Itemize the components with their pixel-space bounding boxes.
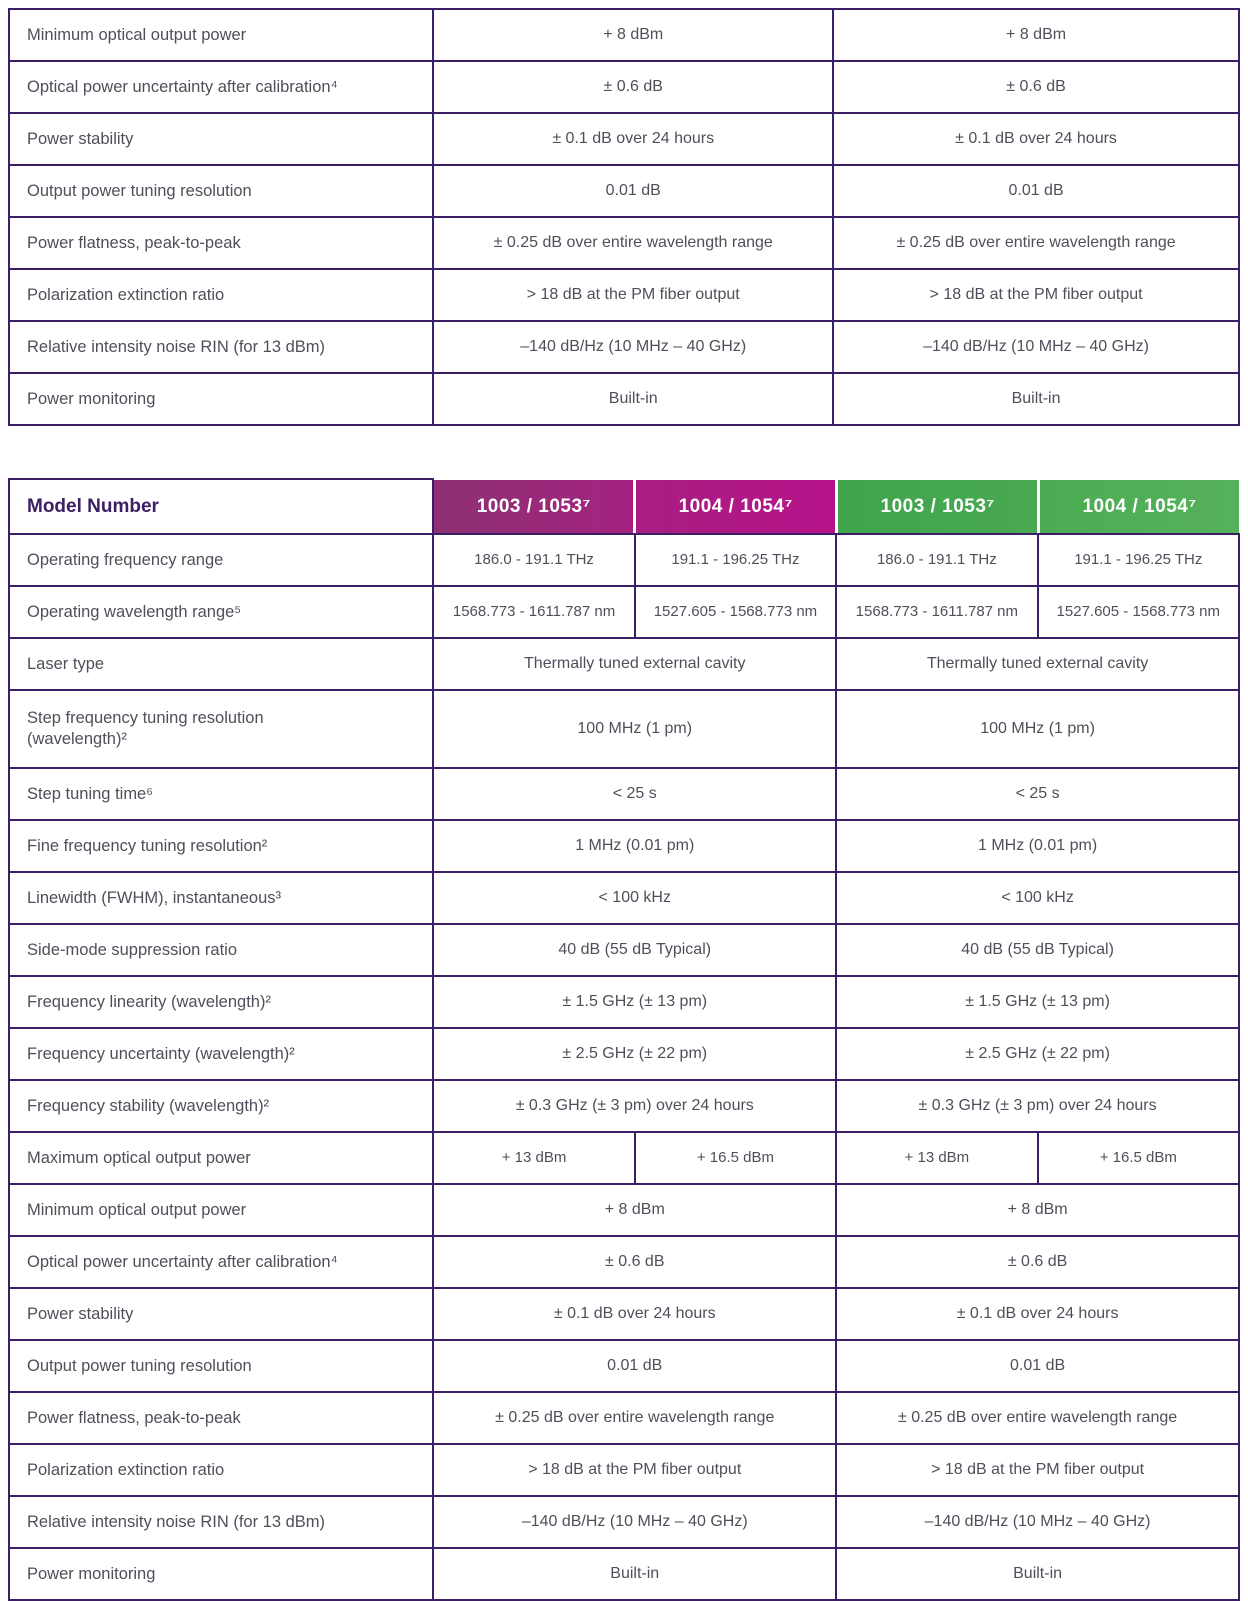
table-row [9,1548,1239,1600]
table-row [9,1132,1239,1184]
spec-label [9,768,433,820]
spec-value-text: ± 1.5 GHz (± 13 pm) [562,993,708,1010]
spec-label-text: Power monitoring [27,389,156,408]
spec-label-text: Frequency uncertainty (wavelength)² [27,1044,295,1063]
spec-label [9,1080,433,1132]
spec-value-text: > 18 dB at the PM fiber output [528,1461,742,1478]
spec-label [9,321,433,373]
spec-value [833,61,1239,113]
spec-label-text: Relative intensity noise RIN (for 13 dBm) [27,337,326,356]
spec-value-text: > 18 dB at the PM fiber output [931,1461,1145,1478]
model-header-band [433,479,1239,534]
spec-value-text: 191.1 - 196.25 THz [1074,550,1203,568]
spec-value-text: 1 MHz (0.01 pm) [575,837,695,854]
spec-value [433,638,836,690]
spec-value-text: ± 0.1 dB over 24 hours [552,130,715,147]
spec-label-text: Minimum optical output power [27,25,247,44]
spec-value-text: + 13 dBm [904,1148,970,1166]
spec-label-text: Side-mode suppression ratio [27,940,238,959]
spec-label-text: Output power tuning resolution [27,181,252,200]
spec-label-text: Frequency stability (wavelength)² [27,1096,270,1115]
spec-label [9,534,433,586]
spec-value [433,820,836,872]
spec-label [9,586,433,638]
spec-value-text: Built-in [608,390,658,407]
spec-label [9,1028,433,1080]
spec-value [433,113,833,165]
table-row [9,1288,1239,1340]
spec-value [836,638,1239,690]
spec-value [836,1236,1239,1288]
spec-value-text: ± 1.5 GHz (± 13 pm) [965,993,1110,1010]
spec-value [836,534,1037,586]
spec-label [9,217,433,269]
spec-label-text: Step tuning time⁶ [27,784,154,803]
spec-value-text: 1527.605 - 1568.773 nm [653,602,818,620]
spec-value [433,1028,836,1080]
table-row [9,61,1239,113]
spec-label-text: Fine frequency tuning resolution² [27,836,268,855]
spec-value [836,1496,1239,1548]
spec-value [635,586,836,638]
spec-value [433,586,634,638]
spec-label [9,61,433,113]
spec-label-text: Laser type [27,654,105,673]
spec-value-text: 1568.773 - 1611.787 nm [855,602,1019,620]
spec-value-text: + 8 dBm [1006,26,1067,43]
spec-value-text: ± 2.5 GHz (± 22 pm) [562,1045,708,1062]
spec-label [9,976,433,1028]
spec-value [1038,586,1239,638]
spec-label [9,924,433,976]
spec-label-text: Frequency linearity (wavelength)² [27,992,271,1011]
spec-value-text: 1 MHz (0.01 pm) [978,837,1098,854]
spec-value-text: ± 0.1 dB over 24 hours [553,1305,716,1322]
spec-value-text: 191.1 - 196.25 THz [671,550,800,568]
spec-value [433,1184,836,1236]
spec-value-text: ± 0.25 dB over entire wavelength range [897,1409,1178,1426]
table-row [9,872,1239,924]
spec-value [833,113,1239,165]
spec-value-text: Built-in [1011,390,1061,407]
spec-label [9,872,433,924]
spec-value [836,1132,1037,1184]
spec-value [836,1392,1239,1444]
table-row [9,820,1239,872]
spec-value [433,872,836,924]
spec-value [833,217,1239,269]
spec-value-text: 186.0 - 191.1 THz [876,550,997,568]
spec-value-text: ± 0.3 GHz (± 3 pm) over 24 hours [515,1097,754,1114]
spec-value [836,1444,1239,1496]
spec-value-text: + 8 dBm [604,1201,665,1218]
spec-value [836,1184,1239,1236]
table-row [9,165,1239,217]
spec-value [836,690,1239,768]
spec-value-text: ± 0.25 dB over entire wavelength range [896,234,1176,251]
spec-value [833,321,1239,373]
spec-label-text: Power stability [27,129,134,148]
table-row [9,373,1239,425]
spec-label-text: Minimum optical output power [27,1200,247,1219]
spec-label [9,1184,433,1236]
spec-value [836,1028,1239,1080]
spec-label-text: Relative intensity noise RIN (for 13 dBm) [27,1512,326,1531]
spec-value [433,373,833,425]
spec-label-text: Output power tuning resolution [27,1356,252,1375]
spec-label [9,820,433,872]
spec-label-text: Polarization extinction ratio [27,1460,225,1479]
spec-value-text: ± 0.1 dB over 24 hours [955,130,1117,147]
spec-value-text: ± 0.6 dB [603,78,663,95]
spec-label [9,1236,433,1288]
spec-value-text: 0.01 dB [605,182,661,199]
table-row [9,976,1239,1028]
spec-value-text: ± 2.5 GHz (± 22 pm) [965,1045,1110,1062]
spec-label-text: Linewidth (FWHM), instantaneous³ [27,888,282,907]
table-row [9,690,1239,768]
spec-label [9,165,433,217]
spec-value [833,9,1239,61]
spec-label [9,1132,433,1184]
spec-label [9,1392,433,1444]
table-row [9,924,1239,976]
spec-value [833,269,1239,321]
spec-value [433,1496,836,1548]
spec-label [9,1340,433,1392]
model-header-band-inner [434,480,1239,533]
model-number-heading: Model Number [9,479,433,534]
spec-label-text: Step frequency tuning resolution (wavelength)² [27,709,264,748]
spec-label-text: Power monitoring [27,1564,156,1583]
table-row [9,1080,1239,1132]
spec-value-text: 100 MHz (1 pm) [577,720,693,737]
spec-label-text: Power stability [27,1304,134,1323]
model-column-header-magenta-1: 1003 / 1053⁷ [434,480,633,533]
spec-label [9,690,433,768]
spec-value-text: 40 dB (55 dB Typical) [558,941,712,958]
model-column-header-green-1: 1003 / 1053⁷ [838,480,1037,533]
spec-label [9,9,433,61]
spec-value [836,976,1239,1028]
spec-label-text: Power flatness, peak-to-peak [27,233,241,252]
model-spec-table [8,478,1240,1601]
spec-value-text: 186.0 - 191.1 THz [474,550,594,568]
spec-value-text: ± 0.6 dB [1007,1253,1068,1270]
model-header-row [9,479,1239,534]
spec-value-text: ± 0.6 dB [605,1253,665,1270]
spec-value-text: 0.01 dB [607,1357,663,1374]
spec-label [9,1496,433,1548]
spec-value [433,269,833,321]
spec-value [1038,1132,1239,1184]
table-row [9,1184,1239,1236]
spec-value-text: + 13 dBm [501,1148,567,1166]
spec-label-text: Operating wavelength range⁵ [27,602,242,621]
table-row [9,1340,1239,1392]
spec-label-text: Maximum optical output power [27,1148,251,1167]
spec-value [635,534,836,586]
spec-value [635,1132,836,1184]
spec-value [433,690,836,768]
table-row [9,269,1239,321]
spec-value-text: Thermally tuned external cavity [926,655,1149,672]
spec-value [833,165,1239,217]
spec-value [433,1288,836,1340]
table-gap-spacer [8,426,1240,478]
spec-value-text: 0.01 dB [1008,182,1064,199]
spec-value [836,1080,1239,1132]
spec-value [433,1340,836,1392]
spec-value [433,61,833,113]
spec-value [836,768,1239,820]
spec-value [433,976,836,1028]
spec-value-text: > 18 dB at the PM fiber output [526,286,740,303]
spec-value [836,1548,1239,1600]
spec-label [9,1288,433,1340]
spec-value [1038,534,1239,586]
spec-label-text: Polarization extinction ratio [27,285,225,304]
spec-value [833,373,1239,425]
spec-value [433,1236,836,1288]
power-spec-table-continued [8,8,1240,426]
spec-value-text: ± 0.6 dB [1006,78,1066,95]
spec-label-text: Operating frequency range [27,550,224,569]
spec-value-text: < 100 kHz [1001,889,1074,906]
spec-value-text: ± 0.3 GHz (± 3 pm) over 24 hours [918,1097,1157,1114]
table-row [9,1496,1239,1548]
spec-value-text: + 8 dBm [1007,1201,1068,1218]
spec-value-text: 0.01 dB [1010,1357,1066,1374]
spec-value [433,1444,836,1496]
spec-value-text: ± 0.1 dB over 24 hours [956,1305,1119,1322]
spec-value-text: –140 dB/Hz (10 MHz – 40 GHz) [923,338,1149,355]
spec-value [433,1080,836,1132]
table-row [9,1392,1239,1444]
spec-value [433,1548,836,1600]
spec-value-text: Built-in [610,1565,660,1582]
spec-value-text: + 16.5 dBm [1099,1148,1177,1166]
spec-label [9,1444,433,1496]
spec-value-text: Thermally tuned external cavity [524,655,746,672]
table-row [9,586,1239,638]
model-column-header-green-2: 1004 / 1054⁷ [1040,480,1239,533]
spec-value-text: < 100 kHz [598,889,671,906]
spec-label [9,269,433,321]
spec-value-text: 100 MHz (1 pm) [980,720,1095,737]
spec-value [433,534,634,586]
table-row [9,217,1239,269]
spec-value [433,217,833,269]
spec-value [433,321,833,373]
spec-label [9,113,433,165]
spec-label-text: Optical power uncertainty after calibration⁴ [27,77,338,96]
spec-value-text: –140 dB/Hz (10 MHz – 40 GHz) [520,338,747,355]
spec-value-text: > 18 dB at the PM fiber output [929,286,1143,303]
spec-value [836,820,1239,872]
table-row [9,321,1239,373]
spec-label [9,638,433,690]
spec-value-text: 1527.605 - 1568.773 nm [1056,602,1221,620]
spec-value [836,586,1037,638]
spec-label [9,373,433,425]
spec-value-text: Built-in [1013,1565,1063,1582]
spec-value [433,165,833,217]
model-column-header-magenta-2: 1004 / 1054⁷ [636,480,835,533]
spec-value [433,924,836,976]
spec-value [836,872,1239,924]
spec-value [433,768,836,820]
spec-value-text: + 8 dBm [603,26,664,43]
spec-value [836,1340,1239,1392]
spec-value [433,1392,836,1444]
table-row [9,768,1239,820]
table-row [9,1236,1239,1288]
spec-value-text: ± 0.25 dB over entire wavelength range [493,234,773,251]
spec-value-text: < 25 s [1015,785,1060,802]
spec-value-text: 1568.773 - 1611.787 nm [452,602,616,620]
spec-value-text: –140 dB/Hz (10 MHz – 40 GHz) [924,1513,1151,1530]
table-row [9,534,1239,586]
spec-value-text: + 16.5 dBm [696,1148,775,1166]
spec-value [433,9,833,61]
spec-value-text: ± 0.25 dB over entire wavelength range [495,1409,775,1426]
spec-label-text: Power flatness, peak-to-peak [27,1408,241,1427]
spec-value-text: 40 dB (55 dB Typical) [961,941,1114,958]
spec-value [433,1132,634,1184]
spec-value-text: –140 dB/Hz (10 MHz – 40 GHz) [521,1513,748,1530]
table-row [9,1028,1239,1080]
spec-value [836,924,1239,976]
spec-value [836,1288,1239,1340]
table-row [9,9,1239,61]
spec-value-text: < 25 s [612,785,657,802]
table-row [9,638,1239,690]
table-row [9,1444,1239,1496]
table-row [9,113,1239,165]
spec-label [9,1548,433,1600]
spec-label-text: Optical power uncertainty after calibration⁴ [27,1252,338,1271]
